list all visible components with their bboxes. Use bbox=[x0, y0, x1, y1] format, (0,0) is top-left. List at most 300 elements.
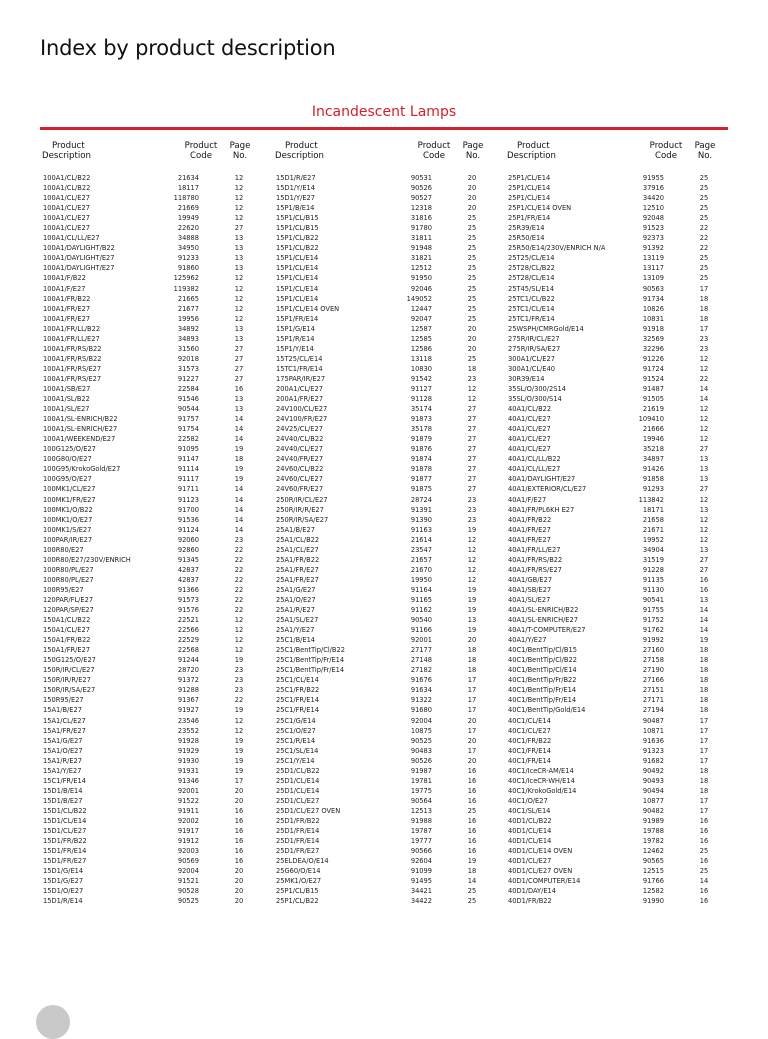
product-description: 150A1/CL/E27 bbox=[43, 625, 90, 635]
product-description: 40A1/FR/PL6KH E27 bbox=[508, 504, 575, 514]
page-number: 19 bbox=[234, 745, 244, 755]
table-row bbox=[505, 364, 720, 374]
product-description: 25A1/CL/B22 bbox=[276, 534, 320, 544]
product-description: 25C1/B/E14 bbox=[276, 635, 316, 645]
table-row bbox=[273, 786, 488, 796]
table-row bbox=[273, 685, 488, 695]
product-code: 12587 bbox=[410, 323, 432, 333]
table-row bbox=[273, 344, 488, 354]
product-code: 91226 bbox=[642, 353, 664, 363]
page-number: 16 bbox=[699, 856, 709, 866]
product-code: 91918 bbox=[642, 323, 664, 333]
product-code: 34892 bbox=[177, 323, 199, 333]
product-code: 22521 bbox=[177, 615, 199, 625]
product-code: 91372 bbox=[177, 675, 199, 685]
product-description: 24V60/CL/B22 bbox=[276, 464, 324, 474]
table-row bbox=[273, 776, 488, 786]
product-description: 100A1/FR/RS/B22 bbox=[43, 343, 102, 353]
page-number: 13 bbox=[699, 464, 709, 474]
product-code: 19777 bbox=[410, 836, 432, 846]
product-description: 40C1/IceCR-AM/E14 bbox=[508, 765, 574, 775]
table-row bbox=[505, 675, 720, 685]
product-description: 40A1/FR/B22 bbox=[508, 514, 552, 524]
page-number: 17 bbox=[699, 805, 709, 815]
page-number: 27 bbox=[467, 404, 477, 414]
product-description: 25D1/CL/E27 OVEN bbox=[276, 805, 341, 815]
product-code: 90563 bbox=[642, 283, 664, 293]
page-number: 25 bbox=[699, 273, 709, 283]
product-description: 40A1/CL/E27 bbox=[508, 414, 551, 424]
product-code: 91724 bbox=[642, 363, 664, 373]
table-row bbox=[273, 615, 488, 625]
product-code: 37916 bbox=[642, 183, 664, 193]
header-text: No. bbox=[697, 151, 713, 161]
product-description: 25TC1/FR/E14 bbox=[508, 313, 555, 323]
table-row bbox=[40, 273, 255, 283]
product-description: 15D1/CL/E14 bbox=[43, 816, 87, 825]
header-text: Page bbox=[694, 141, 716, 151]
product-code: 113842 bbox=[638, 494, 664, 504]
product-code: 91858 bbox=[642, 474, 664, 484]
product-code: 92604 bbox=[410, 856, 432, 866]
product-description: 15A1/B/E27 bbox=[43, 705, 82, 715]
product-code: 91877 bbox=[410, 474, 432, 484]
page-number: 17 bbox=[699, 755, 709, 765]
product-code: 91323 bbox=[642, 745, 664, 755]
table-row bbox=[505, 193, 720, 203]
page-number: 17 bbox=[234, 775, 244, 785]
table-row bbox=[273, 364, 488, 374]
page-number: 27 bbox=[234, 343, 244, 353]
product-description: 250R/IR/SA/E27 bbox=[276, 514, 329, 524]
product-description: 40D1/CL/E14 bbox=[508, 836, 552, 846]
page-number: 25 bbox=[467, 805, 477, 815]
header-text: No. bbox=[465, 151, 481, 161]
page-number: 19 bbox=[234, 474, 244, 484]
product-description: 25P1/CL/B15 bbox=[276, 886, 319, 896]
product-code: 90493 bbox=[642, 775, 664, 785]
table-row bbox=[273, 203, 488, 213]
product-code: 91164 bbox=[410, 584, 432, 594]
product-description: 25C1/R/E14 bbox=[276, 735, 316, 745]
product-description: 25A1/G/E27 bbox=[276, 584, 316, 594]
table-row bbox=[273, 193, 488, 203]
table-row bbox=[505, 786, 720, 796]
table-row bbox=[40, 314, 255, 324]
product-code: 91099 bbox=[410, 866, 432, 876]
product-code: 90541 bbox=[642, 594, 664, 604]
header-product-description bbox=[42, 141, 91, 161]
page-number: 12 bbox=[699, 524, 709, 534]
table-row bbox=[273, 756, 488, 766]
page-number: 17 bbox=[699, 715, 709, 725]
product-code: 92047 bbox=[410, 313, 432, 323]
product-description: 15P1/CL/B15 bbox=[276, 213, 319, 223]
page-number: 25 bbox=[467, 273, 477, 283]
product-description: 25P1/CL/E14 bbox=[508, 183, 551, 193]
table-row bbox=[40, 233, 255, 243]
page-number: 12 bbox=[234, 193, 244, 203]
table-row bbox=[40, 665, 255, 675]
page-number: 20 bbox=[467, 635, 477, 645]
page-number: 13 bbox=[234, 333, 244, 343]
product-code: 90566 bbox=[410, 846, 432, 856]
product-code: 21665 bbox=[177, 293, 199, 303]
product-code: 118780 bbox=[173, 193, 199, 203]
product-description: 15P1/B/E14 bbox=[276, 203, 315, 213]
page-number: 25 bbox=[467, 313, 477, 323]
product-description: 100A1/FR/B22 bbox=[43, 293, 91, 303]
product-code: 27194 bbox=[642, 705, 664, 715]
page-number: 25 bbox=[699, 263, 709, 273]
product-description: 25R50/E14/230V/ENRICH N/A bbox=[508, 243, 606, 253]
product-description: 15P1/CL/E14 bbox=[276, 273, 319, 283]
page-number: 14 bbox=[699, 615, 709, 625]
product-code: 13118 bbox=[410, 353, 432, 363]
product-code: 12585 bbox=[410, 333, 432, 343]
product-description: 25A1/Y/E27 bbox=[276, 625, 315, 635]
table-row bbox=[273, 474, 488, 484]
page-number: 27 bbox=[234, 363, 244, 373]
page-number: 25 bbox=[467, 223, 477, 233]
product-description: 25R50/E14 bbox=[508, 233, 545, 243]
product-description: 100MK1/O/B22 bbox=[43, 504, 93, 514]
product-code: 91912 bbox=[177, 836, 199, 846]
table-row bbox=[273, 505, 488, 515]
page-number: 14 bbox=[699, 383, 709, 393]
table-row bbox=[273, 535, 488, 545]
table-row bbox=[505, 886, 720, 896]
product-description: 40C1/BentTip/Gold/E14 bbox=[508, 705, 586, 715]
page-number: 16 bbox=[234, 826, 244, 836]
product-description: 100A1/CL/B22 bbox=[43, 173, 91, 182]
product-description: 40C1/BentTip/Fr/E14 bbox=[508, 685, 577, 695]
product-code: 31560 bbox=[177, 343, 199, 353]
product-code: 91536 bbox=[177, 514, 199, 524]
table-row bbox=[273, 896, 488, 906]
page-number: 16 bbox=[234, 836, 244, 846]
product-code: 21666 bbox=[642, 424, 664, 434]
page-number: 16 bbox=[467, 785, 477, 795]
table-row bbox=[505, 836, 720, 846]
page-number: 19 bbox=[234, 755, 244, 765]
header-product-code bbox=[181, 141, 221, 161]
product-code: 90528 bbox=[177, 886, 199, 896]
product-code: 91573 bbox=[177, 594, 199, 604]
page-number: 13 bbox=[234, 404, 244, 414]
page-number: 27 bbox=[234, 353, 244, 363]
page-number: 17 bbox=[467, 725, 477, 735]
product-code: 10831 bbox=[642, 313, 664, 323]
product-code: 91576 bbox=[177, 605, 199, 615]
page-number: 13 bbox=[234, 394, 244, 404]
product-description: 40C1/O/E27 bbox=[508, 795, 548, 805]
product-code: 92001 bbox=[177, 785, 199, 795]
product-description: 15P1/CL/B22 bbox=[276, 233, 319, 243]
page-number: 25 bbox=[467, 353, 477, 363]
product-code: 91346 bbox=[177, 775, 199, 785]
product-code: 91228 bbox=[642, 564, 664, 574]
product-description: 40C1/BentTip/Cl/E14 bbox=[508, 665, 577, 675]
product-code: 91755 bbox=[642, 605, 664, 615]
table-row bbox=[505, 394, 720, 404]
product-code: 91700 bbox=[177, 504, 199, 514]
page-number: 12 bbox=[467, 554, 477, 564]
product-code: 92004 bbox=[410, 715, 432, 725]
product-description: 40C1/FR/E14 bbox=[508, 755, 551, 765]
page-number: 12 bbox=[234, 725, 244, 735]
product-description: 25P1/CL/E14 bbox=[508, 173, 551, 182]
page-number: 18 bbox=[467, 645, 477, 655]
product-code: 91874 bbox=[410, 454, 432, 464]
table-row bbox=[505, 736, 720, 746]
product-code: 91876 bbox=[410, 444, 432, 454]
table-row bbox=[40, 585, 255, 595]
product-code: 91166 bbox=[410, 625, 432, 635]
product-code: 21619 bbox=[642, 404, 664, 414]
product-code: 22529 bbox=[177, 635, 199, 645]
page-number: 22 bbox=[234, 574, 244, 584]
product-description: 15P1/FR/E14 bbox=[276, 313, 319, 323]
page-number: 19 bbox=[467, 594, 477, 604]
product-description: 40A1/CL/E27 bbox=[508, 444, 551, 454]
table-row bbox=[273, 454, 488, 464]
page-number: 20 bbox=[467, 715, 477, 725]
header-text: Product bbox=[417, 141, 451, 151]
page-number: 12 bbox=[699, 414, 709, 424]
page-number: 16 bbox=[699, 896, 709, 906]
product-code: 19952 bbox=[642, 534, 664, 544]
table-row bbox=[40, 294, 255, 304]
page-number: 23 bbox=[699, 333, 709, 343]
ge-logo-icon bbox=[36, 1005, 70, 1039]
table-row bbox=[505, 213, 720, 223]
section-title: Incandescent Lamps bbox=[311, 104, 457, 120]
page-number: 25 bbox=[467, 243, 477, 253]
product-description: 100G95/KrokoGold/E27 bbox=[43, 464, 121, 474]
page-number: 12 bbox=[467, 544, 477, 554]
product-code: 27158 bbox=[642, 655, 664, 665]
product-description: 15A1/O/E27 bbox=[43, 745, 83, 755]
product-code: 90492 bbox=[642, 765, 664, 775]
product-description: 25A1/O/E27 bbox=[276, 594, 316, 604]
product-code: 21634 bbox=[177, 173, 199, 182]
table-row bbox=[40, 324, 255, 334]
table-row bbox=[40, 826, 255, 836]
page-number: 13 bbox=[467, 615, 477, 625]
page-number: 12 bbox=[699, 363, 709, 373]
table-row bbox=[40, 454, 255, 464]
product-code: 19949 bbox=[177, 213, 199, 223]
product-description: 100A1/FR/RS/E27 bbox=[43, 363, 102, 373]
table-row bbox=[40, 484, 255, 494]
product-description: 40D1/COMPUTER/E14 bbox=[508, 876, 581, 886]
product-code: 91757 bbox=[177, 414, 199, 424]
product-description: 25D1/FR/E14 bbox=[276, 836, 320, 846]
page-number: 18 bbox=[467, 655, 477, 665]
product-code: 31821 bbox=[410, 253, 432, 263]
table-row bbox=[505, 776, 720, 786]
page-number: 12 bbox=[699, 353, 709, 363]
product-code: 92860 bbox=[177, 544, 199, 554]
product-code: 27160 bbox=[642, 645, 664, 655]
page-number: 22 bbox=[234, 605, 244, 615]
header-text: Product bbox=[285, 141, 318, 151]
product-description: 25D1/FR/B22 bbox=[276, 816, 320, 825]
table-row bbox=[273, 605, 488, 615]
product-description: 15P1/CL/B15 bbox=[276, 223, 319, 233]
product-description: 25C1/G/E14 bbox=[276, 715, 316, 725]
table-row bbox=[505, 625, 720, 635]
index-column-1 bbox=[40, 141, 255, 906]
product-description: 100MK1/O/E27 bbox=[43, 514, 93, 524]
page-number: 13 bbox=[234, 323, 244, 333]
page-number: 20 bbox=[234, 886, 244, 896]
page-number: 25 bbox=[699, 193, 709, 203]
product-code: 91680 bbox=[410, 705, 432, 715]
table-row bbox=[273, 836, 488, 846]
page-number: 19 bbox=[234, 765, 244, 775]
product-code: 19788 bbox=[642, 826, 664, 836]
product-code: 10875 bbox=[410, 725, 432, 735]
header-text: Description bbox=[507, 151, 556, 161]
product-code: 125962 bbox=[173, 273, 199, 283]
product-code: 92018 bbox=[177, 353, 199, 363]
product-description: 25T25/CL/E14 bbox=[508, 253, 555, 263]
product-description: 25P1/CL/E14 OVEN bbox=[508, 203, 572, 213]
table-row bbox=[505, 876, 720, 886]
product-description: 30R39/E14 bbox=[508, 373, 545, 383]
table-row bbox=[40, 203, 255, 213]
page-number: 25 bbox=[699, 846, 709, 856]
table-row bbox=[505, 846, 720, 856]
table-row bbox=[273, 444, 488, 454]
product-description: 40C1/BentTip/Cl/B15 bbox=[508, 645, 577, 655]
product-description: 40C1/BentTip/Fr/B22 bbox=[508, 675, 577, 685]
product-code: 90487 bbox=[642, 715, 664, 725]
page-number: 18 bbox=[699, 645, 709, 655]
page-number: 12 bbox=[234, 645, 244, 655]
product-code: 91917 bbox=[177, 826, 199, 836]
page-number: 16 bbox=[699, 826, 709, 836]
page-number: 12 bbox=[699, 424, 709, 434]
table-row bbox=[273, 304, 488, 314]
page-number: 16 bbox=[699, 836, 709, 846]
product-description: 15A1/R/E27 bbox=[43, 755, 82, 765]
product-description: 100A1/FR/LL/B22 bbox=[43, 323, 101, 333]
page-number: 12 bbox=[234, 303, 244, 313]
page-number: 16 bbox=[467, 826, 477, 836]
product-description: 15P1/CL/B22 bbox=[276, 243, 319, 253]
page-number: 12 bbox=[699, 494, 709, 504]
product-description: 100A1/F/E27 bbox=[43, 283, 86, 293]
product-description: 40C1/FR/E14 bbox=[508, 745, 551, 755]
product-code: 32569 bbox=[642, 333, 664, 343]
table-row bbox=[40, 394, 255, 404]
column-header bbox=[40, 141, 255, 173]
page-number: 25 bbox=[699, 213, 709, 223]
page-number: 12 bbox=[234, 715, 244, 725]
table-row bbox=[505, 424, 720, 434]
product-description: 40C1/KrokoGold/E14 bbox=[508, 785, 577, 795]
product-description: 100A1/WEEKEND/E27 bbox=[43, 434, 116, 444]
page-number: 17 bbox=[699, 283, 709, 293]
product-description: 300A1/CL/E40 bbox=[508, 363, 555, 373]
product-code: 34421 bbox=[410, 886, 432, 896]
product-code: 90483 bbox=[410, 745, 432, 755]
page-number: 23 bbox=[467, 494, 477, 504]
product-code: 12513 bbox=[410, 805, 432, 815]
table-row bbox=[505, 243, 720, 253]
product-code: 12510 bbox=[642, 203, 664, 213]
product-description: 120PAR/FL/E27 bbox=[43, 594, 94, 604]
header-text: Code bbox=[189, 151, 212, 161]
product-code: 21657 bbox=[410, 554, 432, 564]
product-code: 12586 bbox=[410, 343, 432, 353]
product-description: 40C1/CL/E27 bbox=[508, 725, 551, 735]
page-number: 23 bbox=[467, 504, 477, 514]
product-code: 21671 bbox=[642, 524, 664, 534]
product-description: 40A1/SB/E27 bbox=[508, 584, 552, 594]
page-number: 14 bbox=[699, 625, 709, 635]
product-code: 92048 bbox=[642, 213, 664, 223]
table-row bbox=[273, 726, 488, 736]
page-number: 23 bbox=[699, 343, 709, 353]
table-row bbox=[273, 826, 488, 836]
product-code: 92373 bbox=[642, 233, 664, 243]
product-code: 42837 bbox=[177, 574, 199, 584]
page-number: 14 bbox=[234, 504, 244, 514]
product-description: 15D1/CL/B22 bbox=[43, 805, 87, 815]
table-row bbox=[40, 816, 255, 826]
product-description: 15P1/CL/E14 bbox=[276, 263, 319, 273]
page-number: 19 bbox=[234, 655, 244, 665]
page-number: 19 bbox=[467, 856, 477, 866]
page-number: 20 bbox=[467, 183, 477, 193]
page-number: 12 bbox=[699, 514, 709, 524]
product-description: 40A1/CL/LL/B22 bbox=[508, 454, 561, 464]
page-number: 20 bbox=[467, 173, 477, 182]
page-number: 16 bbox=[234, 383, 244, 393]
page-number: 18 bbox=[467, 866, 477, 876]
product-code: 27148 bbox=[410, 655, 432, 665]
product-description: 100G80/O/E27 bbox=[43, 454, 92, 464]
product-description: 15D1/Y/E14 bbox=[276, 183, 316, 193]
page-number: 17 bbox=[699, 745, 709, 755]
page-number: 27 bbox=[467, 484, 477, 494]
table-row bbox=[273, 635, 488, 645]
product-description: 24V40/FR/E27 bbox=[276, 454, 324, 464]
product-code: 91524 bbox=[642, 373, 664, 383]
product-code: 91780 bbox=[410, 223, 432, 233]
product-description: 24V25/CL/E27 bbox=[276, 424, 323, 434]
page-number: 27 bbox=[467, 444, 477, 454]
product-description: 40A1/EXTERIOR/CL/E27 bbox=[508, 484, 587, 494]
table-row bbox=[40, 645, 255, 655]
page-number: 14 bbox=[234, 414, 244, 424]
page-number: 22 bbox=[234, 695, 244, 705]
product-description: 40A1/CL/E27 bbox=[508, 424, 551, 434]
product-code: 90569 bbox=[177, 856, 199, 866]
page-number: 22 bbox=[234, 584, 244, 594]
product-description: 275R/IR/SA/E27 bbox=[508, 343, 561, 353]
product-code: 31811 bbox=[410, 233, 432, 243]
product-description: 15D1/FR/E27 bbox=[43, 856, 87, 866]
page-number: 27 bbox=[467, 414, 477, 424]
product-description: 40D1/CL/E14 OVEN bbox=[508, 846, 573, 856]
product-description: 25C1/BentTip/Fr/E14 bbox=[276, 655, 345, 665]
product-code: 35218 bbox=[642, 444, 664, 454]
